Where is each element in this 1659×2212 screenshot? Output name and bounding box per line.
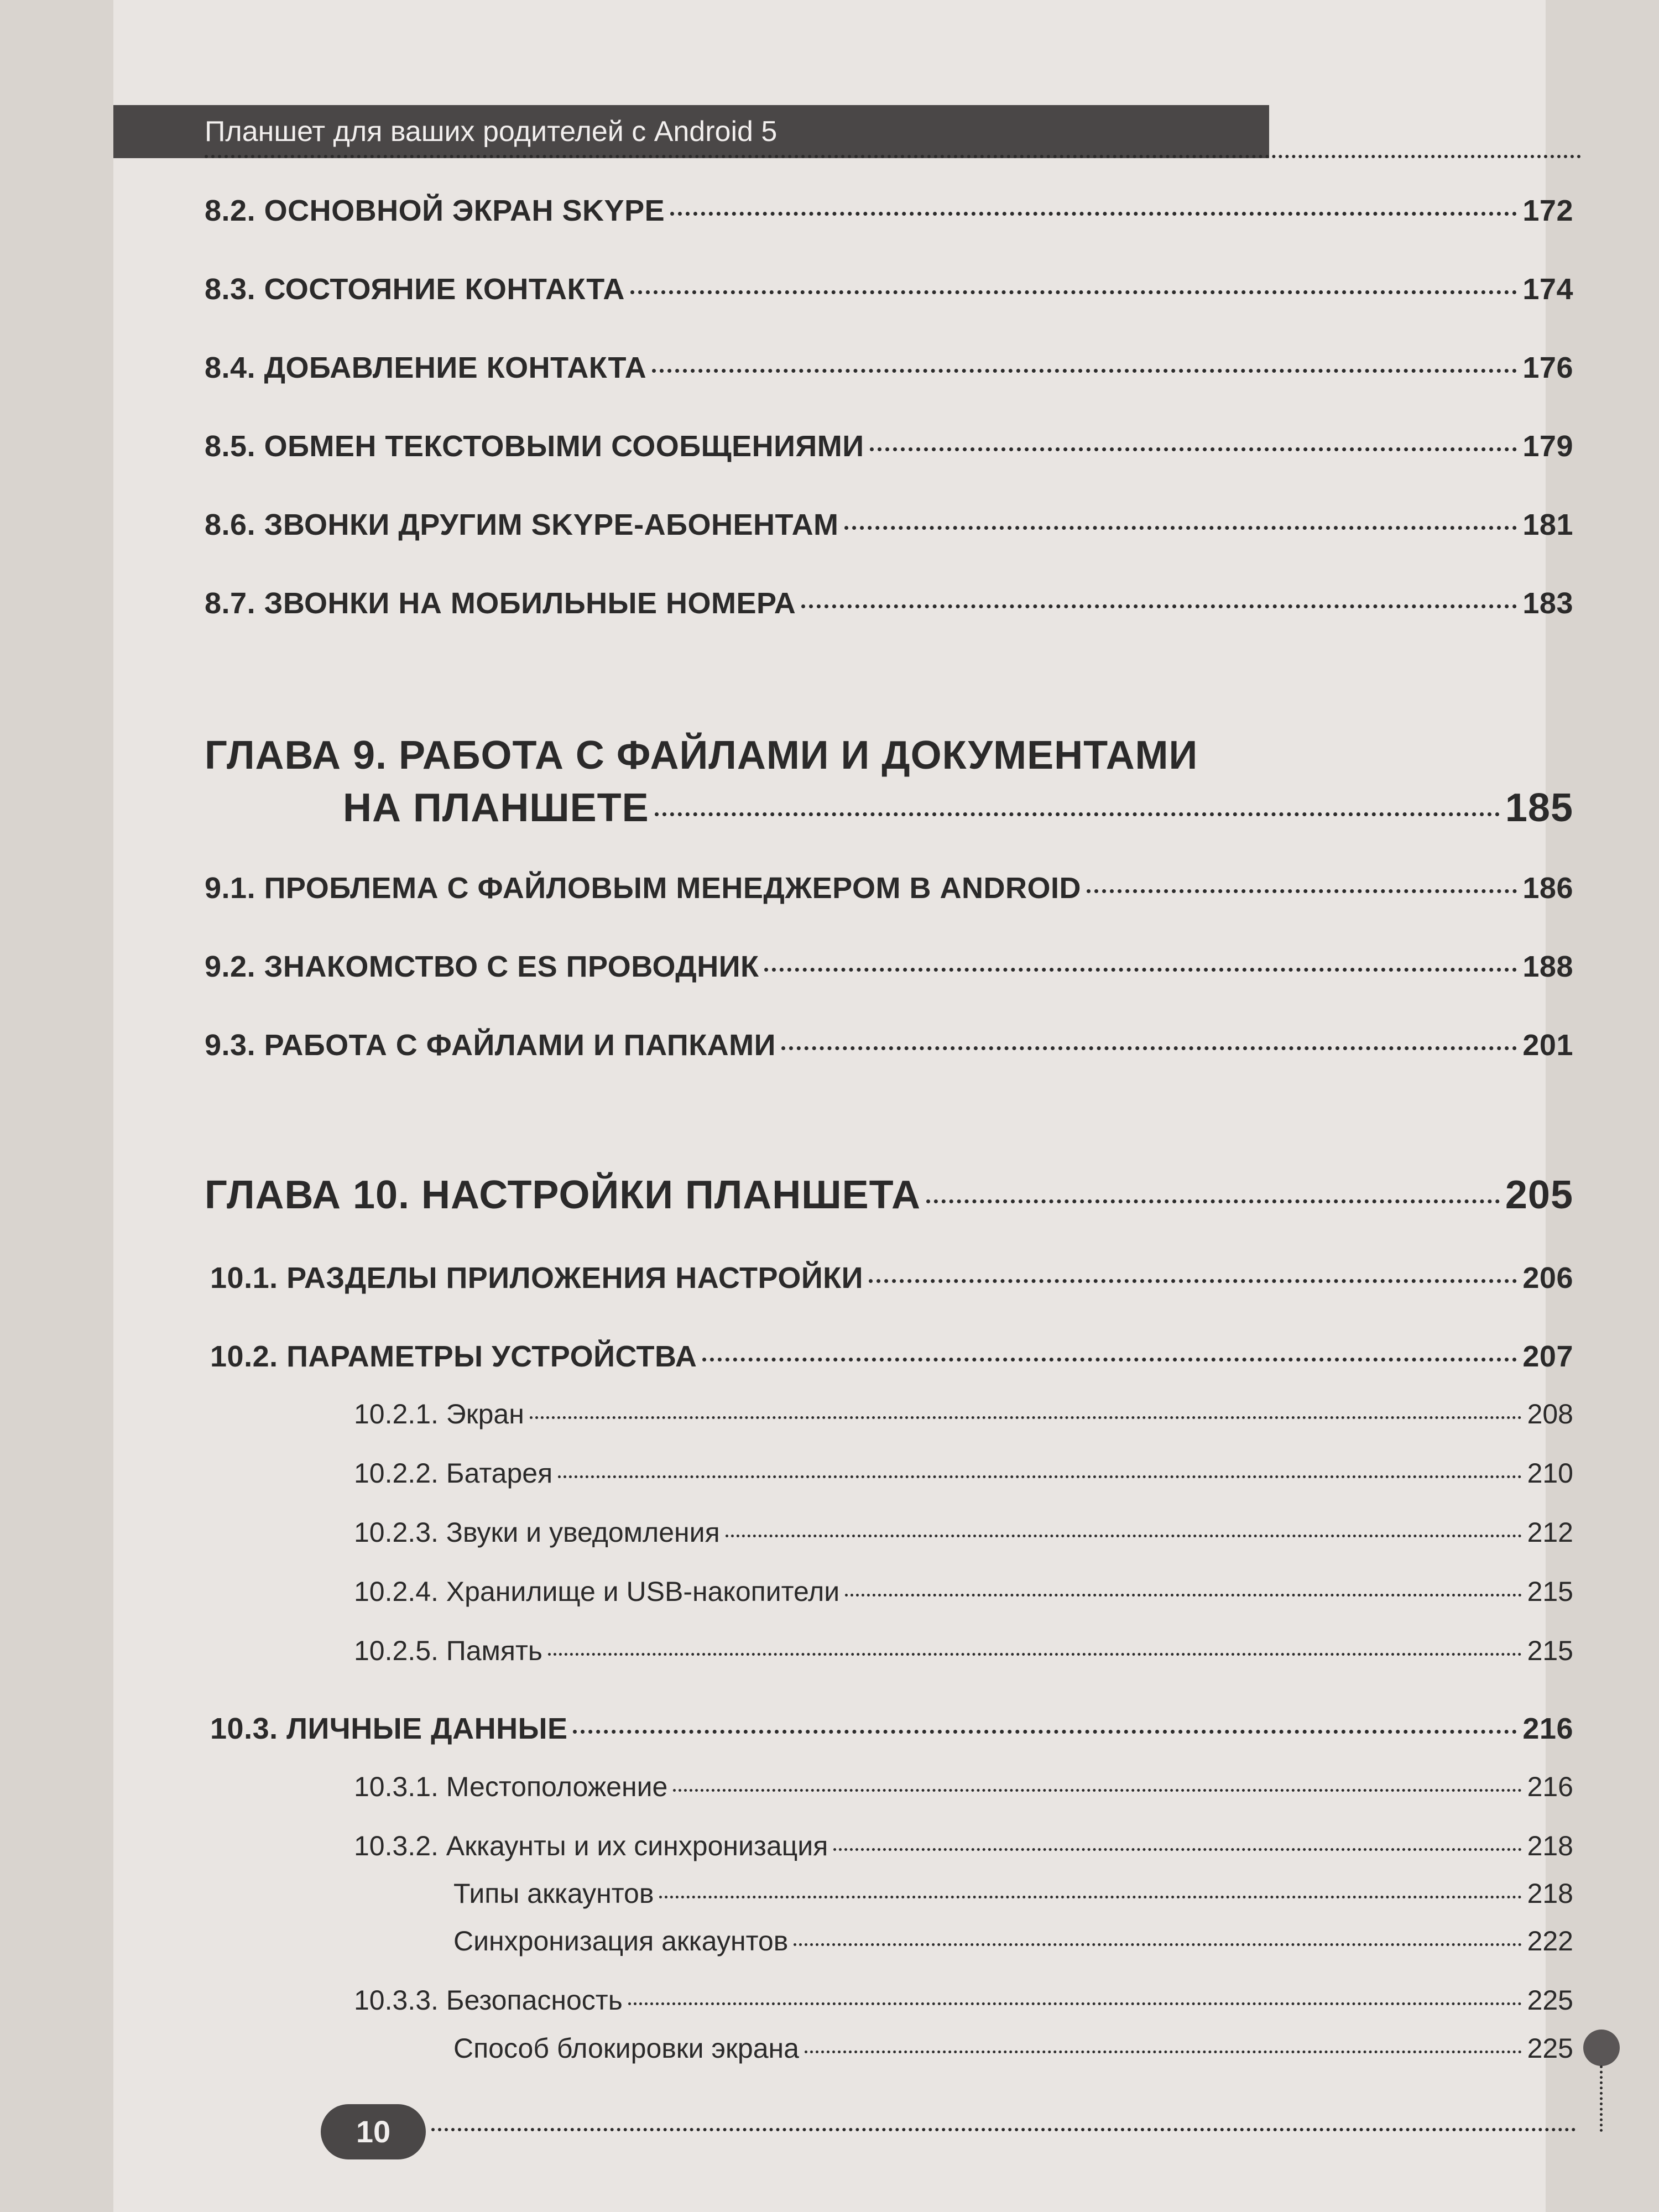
toc-entry-chapter-10 xyxy=(205,1172,1573,1218)
running-header-title: Планшет для ваших родителей с Android 5 xyxy=(205,116,778,148)
leader-dots xyxy=(869,1279,1517,1283)
leader-dots xyxy=(1087,889,1517,893)
toc-entry-title: 8.3. СОСТОЯНИЕ КОНТАКТА xyxy=(205,273,625,306)
toc-entry-page: 216 xyxy=(1527,1771,1573,1802)
leader-dots xyxy=(655,812,1500,816)
toc-entry-10-2-5 xyxy=(354,1635,1573,1667)
toc-entry-9-3 xyxy=(205,1028,1573,1062)
toc-entry-page: 185 xyxy=(1505,786,1573,830)
toc-entry-title: Типы аккаунтов xyxy=(453,1878,654,1909)
leader-dots xyxy=(764,968,1517,972)
toc-entry-account-sync xyxy=(453,1925,1573,1957)
leader-dots xyxy=(628,2002,1522,2005)
leader-dots xyxy=(573,1730,1517,1734)
leader-dots xyxy=(558,1475,1521,1478)
toc-entry-8-7 xyxy=(205,586,1573,620)
toc-entry-page: 222 xyxy=(1527,1926,1573,1957)
toc-entry-page: 225 xyxy=(1527,2033,1573,2064)
toc-entry-title: 10.2.2. Батарея xyxy=(354,1458,553,1489)
toc-entry-page: 186 xyxy=(1522,872,1573,905)
toc-entry-page: 215 xyxy=(1527,1635,1573,1666)
toc-entry-10-2-2 xyxy=(354,1457,1573,1489)
leader-dots xyxy=(926,1199,1500,1203)
toc-entry-10-2-4 xyxy=(354,1575,1573,1608)
leader-dots xyxy=(670,212,1517,216)
leader-dots xyxy=(630,290,1517,294)
toc-entry-page: 218 xyxy=(1527,1878,1573,1909)
leader-dots xyxy=(845,1594,1521,1597)
toc-entry-screen-lock xyxy=(453,2032,1573,2064)
toc-entry-10-2 xyxy=(210,1339,1573,1374)
toc-entry-page: 183 xyxy=(1522,587,1573,620)
corner-dot-ornament xyxy=(1583,2030,1620,2066)
toc-entry-10-3-3 xyxy=(354,1984,1573,2016)
toc-entry-8-2 xyxy=(205,194,1573,228)
toc-entry-page: 181 xyxy=(1522,508,1573,541)
toc-entry-title: 8.5. ОБМЕН ТЕКСТОВЫМИ СООБЩЕНИЯМИ xyxy=(205,430,864,463)
toc-entry-8-3 xyxy=(205,272,1573,306)
corner-dot-stem xyxy=(1600,2065,1603,2132)
chapter-9-title-line2: НА ПЛАНШЕТЕ xyxy=(343,786,649,830)
toc-entry-page: 210 xyxy=(1527,1458,1573,1489)
leader-dots xyxy=(673,1789,1521,1792)
toc-entry-title: 10.2.3. Звуки и уведомления xyxy=(354,1517,720,1548)
toc-entry-page: 179 xyxy=(1522,430,1573,463)
toc-entry-title: 10.1. РАЗДЕЛЫ ПРИЛОЖЕНИЯ НАСТРОЙКИ xyxy=(210,1261,863,1295)
toc-entry-title: 9.1. ПРОБЛЕМА С ФАЙЛОВЫМ МЕНЕДЖЕРОМ В ANDROID xyxy=(205,872,1081,905)
leader-dots xyxy=(833,1848,1521,1851)
toc-entry-title: 9.2. ЗНАКОМСТВО С ES ПРОВОДНИК xyxy=(205,950,759,983)
toc-entry-page: 201 xyxy=(1522,1029,1573,1062)
toc-entry-page: 216 xyxy=(1522,1712,1573,1745)
toc-entry-title: 10.3. ЛИЧНЫЕ ДАННЫЕ xyxy=(210,1712,568,1745)
leader-dots xyxy=(781,1046,1517,1050)
toc-entry-9-2 xyxy=(205,950,1573,984)
toc-entry-10-2-3 xyxy=(354,1516,1573,1548)
toc-entry-page: 218 xyxy=(1527,1830,1573,1861)
toc-entry-page: 215 xyxy=(1527,1576,1573,1607)
leader-dots xyxy=(548,1653,1522,1656)
leader-dots xyxy=(805,2051,1522,2053)
chapter-9-title-line1: ГЛАВА 9. РАБОТА С ФАЙЛАМИ И ДОКУМЕНТАМИ xyxy=(205,733,1198,778)
toc-entry-8-4 xyxy=(205,351,1573,385)
toc-entry-10-3-1 xyxy=(354,1771,1573,1803)
toc-entry-9-1 xyxy=(205,871,1573,905)
toc-entry-page: 208 xyxy=(1527,1399,1573,1430)
toc-entry-title: 8.6. ЗВОНКИ ДРУГИМ SKYPE-АБОНЕНТАМ xyxy=(205,508,839,541)
toc-entry-title: Способ блокировки экрана xyxy=(453,2033,799,2064)
leader-dots xyxy=(702,1358,1517,1361)
page-number: 10 xyxy=(321,2104,426,2159)
chapter-10-title: ГЛАВА 10. НАСТРОЙКИ ПЛАНШЕТА xyxy=(205,1173,921,1217)
leader-dots xyxy=(844,526,1517,530)
toc-entry-title: 9.3. РАБОТА С ФАЙЛАМИ И ПАПКАМИ xyxy=(205,1029,776,1062)
toc-entry-10-1 xyxy=(210,1261,1573,1295)
toc-entry-chapter-9 xyxy=(343,785,1573,831)
toc-entry-10-3 xyxy=(210,1712,1573,1746)
toc-entry-title: 10.3.3. Безопасность xyxy=(354,1985,623,2016)
toc-entry-title: 10.2. ПАРАМЕТРЫ УСТРОЙСТВА xyxy=(210,1340,697,1373)
toc-entry-page: 172 xyxy=(1522,194,1573,227)
toc-entry-title: 8.2. ОСНОВНОЙ ЭКРАН SKYPE xyxy=(205,194,665,227)
toc-entry-title: Синхронизация аккаунтов xyxy=(453,1926,789,1957)
toc-entry-title: 10.3.1. Местоположение xyxy=(354,1771,668,1802)
toc-entry-8-5 xyxy=(205,429,1573,463)
header-dotted-rule xyxy=(205,145,1582,158)
book-page xyxy=(113,0,1573,2212)
leader-dots xyxy=(801,604,1517,608)
toc-entry-8-6 xyxy=(205,508,1573,542)
toc-entry-title: 8.7. ЗВОНКИ НА МОБИЛЬНЫЕ НОМЕРА xyxy=(205,587,796,620)
leader-dots xyxy=(530,1416,1522,1419)
toc-entry-10-2-1 xyxy=(354,1398,1573,1430)
toc-entry-page: 205 xyxy=(1505,1173,1573,1217)
toc-entry-page: 206 xyxy=(1522,1261,1573,1295)
leader-dots xyxy=(659,1896,1521,1898)
toc-entry-title: 10.2.4. Хранилище и USB-накопители xyxy=(354,1576,840,1607)
toc-entry-page: 207 xyxy=(1522,1340,1573,1373)
toc-entry-page: 174 xyxy=(1522,273,1573,306)
toc-entry-title: 10.2.1. Экран xyxy=(354,1399,524,1430)
toc-entry-page: 176 xyxy=(1522,351,1573,384)
toc-entry-page: 188 xyxy=(1522,950,1573,983)
leader-dots xyxy=(652,369,1517,373)
toc-entry-title: 8.4. ДОБАВЛЕНИЕ КОНТАКТА xyxy=(205,351,647,384)
toc-entry-page: 212 xyxy=(1527,1517,1573,1548)
leader-dots xyxy=(794,1943,1521,1946)
leader-dots xyxy=(726,1535,1522,1537)
toc-entry-account-types xyxy=(453,1877,1573,1910)
toc-entry-title: 10.3.2. Аккаунты и их синхронизация xyxy=(354,1830,828,1861)
toc-entry-page: 225 xyxy=(1527,1985,1573,2016)
footer-dotted-rule xyxy=(431,2128,1576,2131)
toc-entry-title: 10.2.5. Память xyxy=(354,1635,542,1666)
toc-entry-10-3-2 xyxy=(354,1830,1573,1862)
leader-dots xyxy=(870,447,1517,451)
